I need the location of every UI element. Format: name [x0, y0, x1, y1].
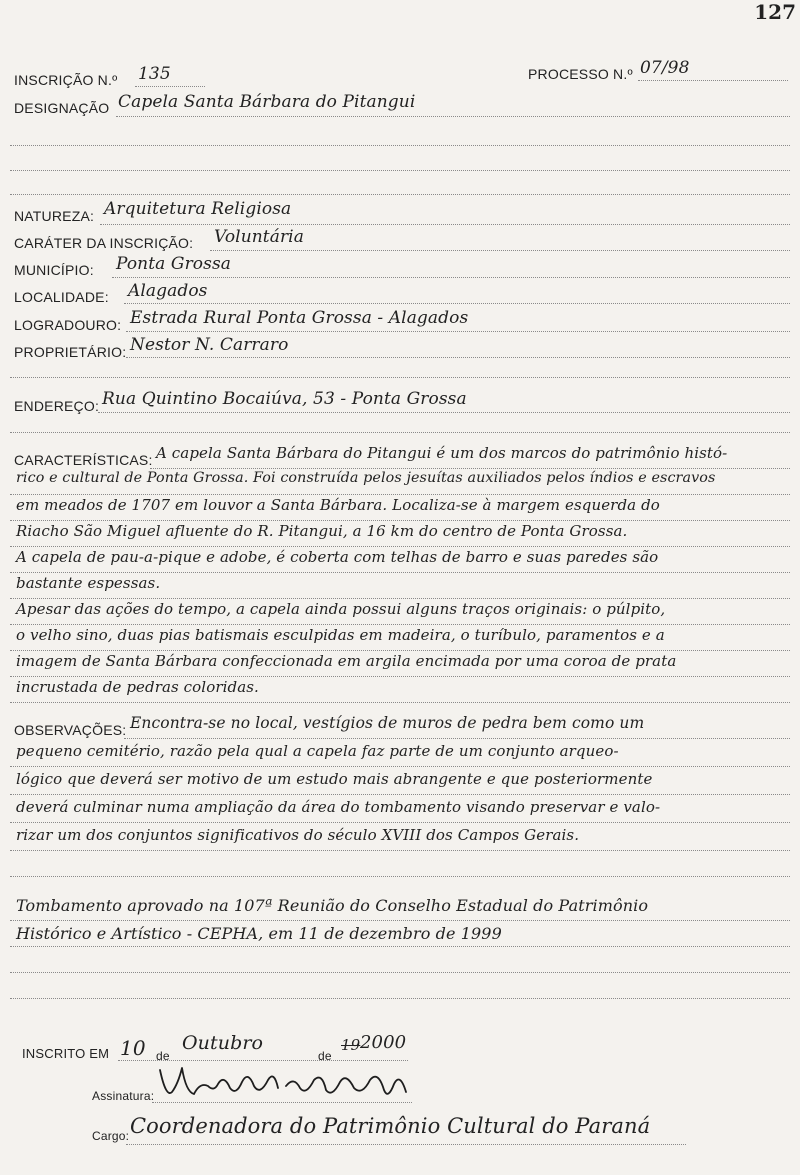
caracteristicas-line-2: rico e cultural de Ponta Grossa. Foi construída pelos jesuítas auxiliados pelos índios e escravos — [16, 470, 716, 486]
caracteristicas-line-1: A capela Santa Bárbara do Pitangui é um dos marcos do patrimônio histó- — [156, 444, 728, 462]
inscrito-year-struck: 19 — [341, 1036, 361, 1054]
caracteristicas-line-10: incrustada de pedras coloridas. — [16, 678, 259, 696]
endereco-label: ENDEREÇO: — [14, 398, 100, 414]
designacao-value: Capela Santa Bárbara do Pitangui — [118, 92, 416, 112]
caracteristicas-line-3: em meados de 1707 em louvor a Santa Bárbara. Localiza-se à margem esquerda do — [16, 496, 660, 514]
inscrito-de-2: de — [318, 1049, 332, 1063]
cargo-label: Cargo: — [92, 1129, 130, 1143]
observacoes-line-2: pequeno cemitério, razão pela qual a capela faz parte de um conjunto arqueo- — [16, 742, 619, 760]
proprietario-label: PROPRIETÁRIO: — [14, 344, 127, 360]
inscrito-day: 10 — [120, 1036, 146, 1060]
inscricao-label: INSCRIÇÃO N.º — [14, 72, 118, 88]
natureza-value: Arquitetura Religiosa — [104, 199, 292, 219]
observacoes-line-4: deverá culminar numa ampliação da área do tombamento visando preservar e valo- — [16, 798, 661, 816]
observacoes-line-5: rizar um dos conjuntos significativos do século XVIII dos Campos Gerais. — [16, 826, 580, 844]
page-number: 127 — [754, 0, 796, 24]
localidade-value: Alagados — [128, 281, 208, 301]
processo-value: 07/98 — [640, 58, 690, 78]
endereco-value: Rua Quintino Bocaiúva, 53 - Ponta Grossa — [102, 389, 467, 409]
inscrito-year: 2000 — [360, 1032, 407, 1053]
observacoes-line-1: Encontra-se no local, vestígios de muros de pedra bem como um — [130, 714, 645, 732]
logradouro-value: Estrada Rural Ponta Grossa - Alagados — [130, 308, 469, 328]
caracteristicas-line-4: Riacho São Miguel afluente do R. Pitangui, a 16 km do centro de Ponta Grossa. — [16, 522, 628, 540]
municipio-label: MUNICÍPIO: — [14, 262, 94, 278]
tombamento-line-2: Histórico e Artístico - CEPHA, em 11 de dezembro de 1999 — [16, 924, 502, 943]
assinatura-label: Assinatura: — [92, 1089, 155, 1103]
inscrito-month: Outubro — [182, 1032, 264, 1054]
carater-label: CARÁTER DA INSCRIÇÃO: — [14, 235, 194, 251]
cargo-value: Coordenadora do Patrimônio Cultural do Paraná — [130, 1114, 651, 1138]
logradouro-label: LOGRADOURO: — [14, 317, 122, 333]
observacoes-line-3: lógico que deverá ser motivo de um estudo mais abrangente e que posteriormente — [16, 770, 653, 788]
processo-label: PROCESSO N.º — [528, 66, 633, 82]
caracteristicas-line-7: Apesar das ações do tempo, a capela ainda possui alguns traços originais: o púlpito, — [16, 600, 666, 618]
localidade-label: LOCALIDADE: — [14, 289, 109, 305]
caracteristicas-label: CARACTERÍSTICAS: — [14, 452, 153, 468]
inscrito-label: INSCRITO EM — [22, 1046, 110, 1061]
carater-value: Voluntária — [214, 227, 304, 247]
natureza-label: NATUREZA: — [14, 208, 95, 224]
caracteristicas-line-9: imagem de Santa Bárbara confeccionada em argila encimada por uma coroa de prata — [16, 652, 677, 670]
municipio-value: Ponta Grossa — [116, 254, 232, 274]
caracteristicas-line-5: A capela de pau-a-pique e adobe, é coberta com telhas de barro e suas paredes são — [16, 548, 659, 566]
proprietario-value: Nestor N. Carraro — [130, 335, 289, 355]
signature — [156, 1062, 426, 1102]
observacoes-label: OBSERVAÇÕES: — [14, 722, 127, 738]
caracteristicas-line-8: o velho sino, duas pias batismais esculpidas em madeira, o turíbulo, paramentos e a — [16, 626, 665, 644]
caracteristicas-line-6: bastante espessas. — [16, 574, 161, 592]
inscrito-de-1: de — [156, 1049, 170, 1063]
tombamento-line-1: Tombamento aprovado na 107ª Reunião do Conselho Estadual do Patrimônio — [16, 896, 649, 915]
designacao-label: DESIGNAÇÃO — [14, 100, 110, 116]
inscricao-value: 135 — [138, 64, 171, 84]
